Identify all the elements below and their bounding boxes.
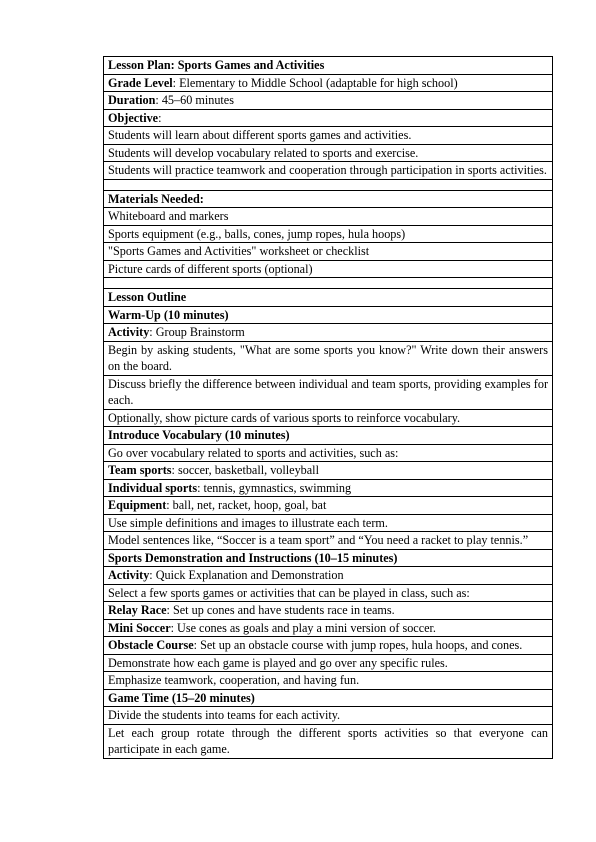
labeled-line (104, 497, 553, 515)
field-value: : 45–60 minutes (155, 93, 234, 107)
labeled-line (104, 462, 553, 480)
table-row (104, 289, 553, 307)
body-text: "Sports Games and Activities" worksheet or checklist (104, 243, 553, 261)
field-label: Obstacle Course (108, 638, 194, 652)
body-text: Optionally, show picture cards of various sports to reinforce vocabulary. (104, 409, 553, 427)
table-row (104, 584, 553, 602)
lesson-plan-table (103, 56, 553, 759)
field-label: Duration (108, 93, 156, 107)
table-row (104, 74, 553, 92)
empty-cell (104, 278, 553, 289)
body-text: Students will develop vocabulary related to sports and exercise. (104, 144, 553, 162)
field-value: : Group Brainstorm (149, 325, 245, 339)
field-label: Individual sports (108, 480, 198, 495)
body-text: Emphasize teamwork, cooperation, and having fun. (104, 672, 553, 690)
labeled-line (104, 479, 553, 497)
table-row (104, 532, 553, 550)
labeled-line (104, 92, 553, 110)
field-label: Equipment (108, 498, 167, 512)
body-text: Sports equipment (e.g., balls, cones, jump ropes, hula hoops) (104, 225, 553, 243)
table-row (104, 306, 553, 324)
heading-text: Lesson Outline (108, 290, 187, 304)
field-label: Activity (108, 568, 150, 582)
heading-text: Introduce Vocabulary (10 minutes) (108, 428, 290, 442)
table-row (104, 497, 553, 515)
table-row (104, 109, 553, 127)
table-row (104, 179, 553, 190)
body-text: Go over vocabulary related to sports and activities, such as: (104, 444, 553, 462)
field-label: Activity (108, 325, 150, 339)
table-row (104, 190, 553, 208)
field-value: : Set up cones and have students race in teams. (166, 603, 395, 617)
section-heading (104, 190, 553, 208)
table-row (104, 654, 553, 672)
labeled-line (104, 567, 553, 585)
field-value: : Use cones as goals and play a mini version of soccer. (170, 620, 436, 635)
table-row (104, 341, 553, 375)
field-value: : Elementary to Middle School (adaptable for high school) (172, 75, 458, 90)
section-heading (104, 549, 553, 567)
table-row (104, 127, 553, 145)
body-text: Discuss briefly the difference between individual and team sports, providing examples for each. (104, 375, 553, 409)
labeled-line (104, 637, 553, 655)
field-label: Relay Race (108, 603, 167, 617)
body-text: Picture cards of different sports (optional) (104, 260, 553, 278)
table-row (104, 427, 553, 445)
table-row (104, 462, 553, 480)
body-text: Let each group rotate through the different sports activities so that everyone can participate in each game. (104, 724, 553, 758)
table-row (104, 278, 553, 289)
field-label: Mini Soccer (108, 620, 171, 635)
table-row (104, 689, 553, 707)
table-row (104, 514, 553, 532)
body-text: Model sentences like, “Soccer is a team sport” and “You need a racket to play tennis.” (104, 532, 553, 550)
table-row (104, 92, 553, 110)
field-value: : (158, 110, 162, 125)
body-text: Begin by asking students, "What are some sports you know?" Write down their answers on the board. (104, 341, 553, 375)
heading-text: Warm-Up (10 minutes) (108, 307, 229, 322)
table-row (104, 724, 553, 758)
field-label: Grade Level (108, 75, 173, 90)
table-row (104, 57, 553, 75)
table-row (104, 619, 553, 637)
table-row (104, 144, 553, 162)
section-heading (104, 306, 553, 324)
labeled-line (104, 619, 553, 637)
body-text: Whiteboard and markers (104, 208, 553, 226)
field-value: : soccer, basketball, volleyball (171, 463, 319, 477)
body-text: Select a few sports games or activities that can be played in class, such as: (104, 584, 553, 602)
heading-text: Sports Demonstration and Instructions (10–15 minutes) (108, 550, 398, 565)
labeled-line (104, 324, 553, 342)
section-heading (104, 689, 553, 707)
table-row (104, 549, 553, 567)
body-text: Divide the students into teams for each activity. (104, 707, 553, 725)
table-row (104, 567, 553, 585)
lesson-plan-document (103, 56, 553, 759)
field-label: Objective (108, 110, 159, 125)
field-value: : tennis, gymnastics, swimming (197, 480, 352, 495)
table-row (104, 707, 553, 725)
heading-text: Game Time (15–20 minutes) (108, 690, 255, 705)
field-label: Team sports (108, 463, 172, 477)
heading-text: Lesson Plan: Sports Games and Activities (108, 58, 325, 72)
table-row (104, 479, 553, 497)
table-row (104, 602, 553, 620)
field-value: : ball, net, racket, hoop, goal, bat (166, 498, 327, 512)
table-row (104, 243, 553, 261)
labeled-line (104, 74, 553, 92)
table-row (104, 637, 553, 655)
empty-cell (104, 179, 553, 190)
section-heading (104, 57, 553, 75)
table-row (104, 375, 553, 409)
table-row (104, 409, 553, 427)
table-row (104, 324, 553, 342)
body-text: Students will practice teamwork and cooperation through participation in sports activities. (104, 162, 553, 180)
table-row (104, 672, 553, 690)
table-row (104, 260, 553, 278)
table-row (104, 208, 553, 226)
labeled-line (104, 602, 553, 620)
body-text: Demonstrate how each game is played and go over any specific rules. (104, 654, 553, 672)
field-value: : Set up an obstacle course with jump ropes, hula hoops, and cones. (193, 638, 523, 652)
section-heading (104, 427, 553, 445)
field-value: : Quick Explanation and Demonstration (149, 568, 344, 582)
table-row (104, 162, 553, 180)
body-text: Students will learn about different sports games and activities. (104, 127, 553, 145)
heading-text: Materials Needed: (108, 191, 204, 206)
labeled-line (104, 109, 553, 127)
table-row (104, 225, 553, 243)
table-row (104, 444, 553, 462)
section-heading (104, 289, 553, 307)
body-text: Use simple definitions and images to illustrate each term. (104, 514, 553, 532)
